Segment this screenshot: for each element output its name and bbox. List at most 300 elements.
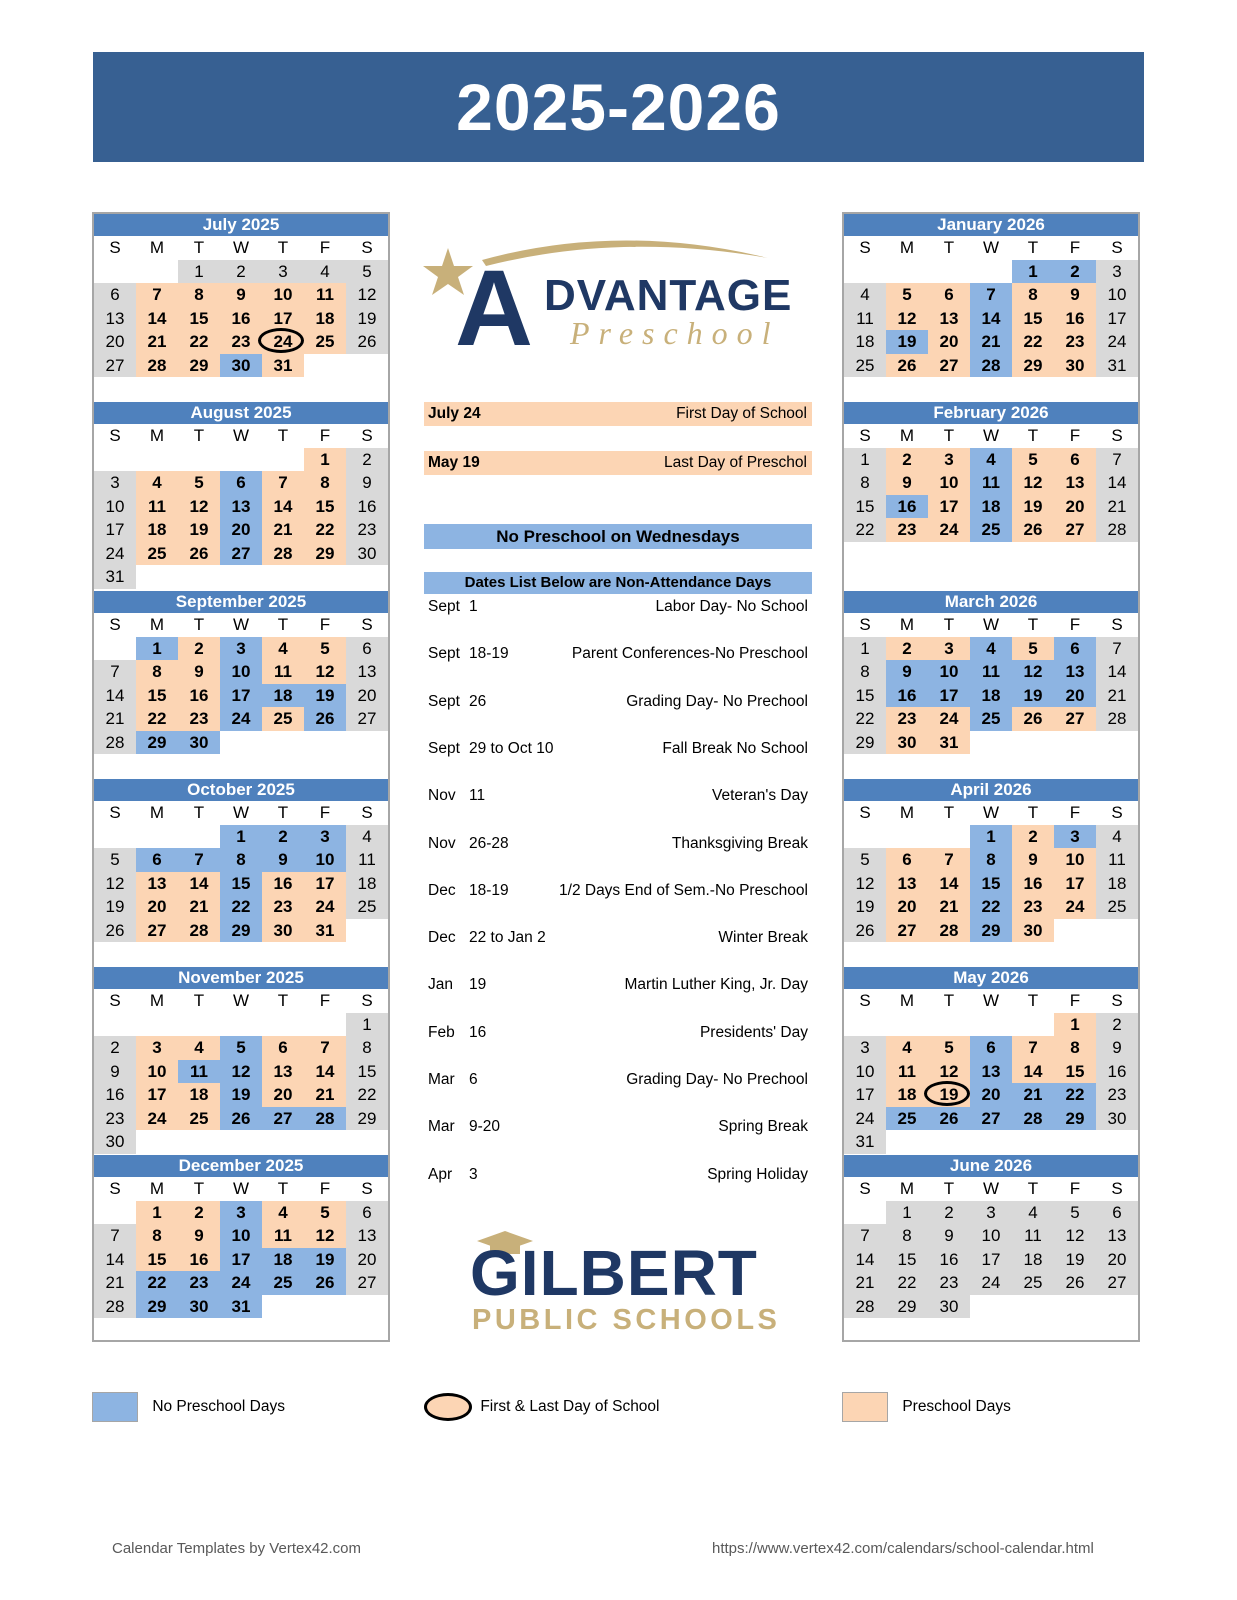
calendar-day: 10 (220, 1224, 262, 1248)
calendar-day: 28 (928, 919, 970, 943)
calendar-day: 25 (262, 1271, 304, 1295)
no-preschool-swatch (92, 1392, 138, 1422)
holiday-row (428, 692, 808, 712)
calendar-day: 9 (1012, 848, 1054, 872)
weekday-label: S (361, 991, 373, 1010)
holiday-name: Parent Conferences-No Preschool (571, 645, 808, 663)
month-grid (844, 801, 1138, 942)
calendar-day: 2 (1054, 260, 1096, 284)
holiday-days: 22 to Jan 2 (469, 929, 546, 947)
weekday-label: S (361, 426, 373, 445)
calendar-day: 22 (220, 895, 262, 919)
calendar-day: 31 (220, 1295, 262, 1319)
weekday-label: F (319, 615, 331, 634)
calendar-day: 24 (220, 1271, 262, 1295)
calendar-day: 15 (304, 495, 346, 519)
calendar-day: 4 (1012, 1201, 1054, 1225)
calendar-day: 31 (928, 731, 970, 755)
month-grid (94, 801, 388, 942)
calendar-day: 25 (970, 518, 1012, 542)
calendar-day: 6 (346, 1201, 388, 1225)
weekday-label: T (1027, 991, 1039, 1010)
calendar-day: 9 (928, 1224, 970, 1248)
calendar-day: 7 (94, 1224, 136, 1248)
weekday-label: T (1027, 803, 1039, 822)
key-date-label: Last Day of Preschol (663, 454, 807, 471)
holiday-month: Apr (428, 1165, 453, 1183)
weekday-label: M (899, 991, 915, 1010)
weekday-label: F (1069, 1179, 1081, 1198)
weekday-label: M (899, 426, 915, 445)
calendar-day: 26 (886, 354, 928, 378)
calendar-day: 28 (304, 1107, 346, 1131)
calendar-day: 1 (844, 448, 886, 472)
calendar-day: 1 (304, 448, 346, 472)
calendar-day: 15 (970, 872, 1012, 896)
calendar-day: 13 (262, 1060, 304, 1084)
calendar-day: 8 (304, 471, 346, 495)
calendar-day: 14 (844, 1248, 886, 1272)
calendar-day: 30 (262, 919, 304, 943)
holiday-row (428, 644, 808, 664)
weekday-label: S (859, 991, 871, 1010)
calendar-day: 3 (1054, 825, 1096, 849)
calendar-day: 20 (136, 895, 178, 919)
calendar-day: 9 (886, 471, 928, 495)
calendar-day: 30 (1096, 1107, 1138, 1131)
calendar-day: 11 (844, 307, 886, 331)
weekday-label: F (319, 803, 331, 822)
holiday-month: Sept (428, 739, 460, 757)
calendar-day: 9 (220, 283, 262, 307)
calendar-day: 25 (1096, 895, 1138, 919)
calendar-day: 24 (94, 542, 136, 566)
calendar-day: 6 (220, 471, 262, 495)
holiday-month: Mar (428, 1071, 455, 1088)
calendar-day: 22 (304, 518, 346, 542)
calendar-day: 8 (136, 660, 178, 684)
calendar-day: 18 (262, 1248, 304, 1272)
key-date: May 19 (428, 454, 480, 471)
month-grid (844, 236, 1138, 377)
calendar-day: 11 (1012, 1224, 1054, 1248)
weekday-label: T (943, 1179, 955, 1198)
calendar-day: 23 (220, 330, 262, 354)
calendar-day: 26 (928, 1107, 970, 1131)
weekday-label: T (943, 991, 955, 1010)
calendar-day: 30 (178, 731, 220, 755)
calendar-day: 13 (346, 1224, 388, 1248)
weekday-label: M (149, 615, 165, 634)
holiday-row (428, 739, 808, 759)
weekday-label: S (361, 803, 373, 822)
calendar-day: 19 (220, 1083, 262, 1107)
calendar-day: 12 (886, 307, 928, 331)
calendar-day: 26 (1054, 1271, 1096, 1295)
calendar-day: 20 (346, 684, 388, 708)
calendar-day: 19 (346, 307, 388, 331)
calendar-day: 20 (1054, 684, 1096, 708)
footer-url[interactable]: https://www.vertex42.com/calendars/school-calendar.html (712, 1540, 1094, 1557)
weekday-label: W (232, 1179, 250, 1198)
calendar-day: 17 (220, 1248, 262, 1272)
calendar-day: 15 (1012, 307, 1054, 331)
calendar-day: 24 (262, 330, 304, 354)
weekday-label: S (109, 803, 121, 822)
weekday-label: T (193, 238, 205, 257)
calendar-day: 20 (220, 518, 262, 542)
calendar-day: 30 (178, 1295, 220, 1319)
weekday-label: T (277, 426, 289, 445)
calendar-column-left (92, 212, 390, 1342)
calendar-day: 4 (886, 1036, 928, 1060)
calendar-day: 4 (346, 825, 388, 849)
empty-day (94, 825, 136, 849)
holiday-name: Veteran's Day (711, 787, 808, 805)
holiday-name: Labor Day- No School (655, 598, 808, 615)
calendar-day: 2 (178, 637, 220, 661)
calendar-day: 19 (1054, 1248, 1096, 1272)
calendar-day: 13 (94, 307, 136, 331)
calendar-day: 20 (262, 1083, 304, 1107)
calendar-day: 28 (1012, 1107, 1054, 1131)
calendar-day: 21 (970, 330, 1012, 354)
calendar-day: 23 (886, 707, 928, 731)
footer-credit: Calendar Templates by Vertex42.com (112, 1540, 362, 1557)
calendar-day: 5 (220, 1036, 262, 1060)
calendar-day: 2 (346, 448, 388, 472)
holiday-row (428, 597, 808, 617)
calendar-day: 8 (178, 283, 220, 307)
holiday-month: Mar (428, 1118, 455, 1136)
calendar-day: 31 (844, 1130, 886, 1154)
calendar-day: 27 (94, 354, 136, 378)
calendar-day: 21 (928, 895, 970, 919)
weekday-label: T (1027, 426, 1039, 445)
calendar-day: 5 (304, 637, 346, 661)
calendar-day: 26 (220, 1107, 262, 1131)
empty-day (178, 825, 220, 849)
holiday-days: 11 (469, 787, 486, 805)
weekday-label: S (109, 426, 121, 445)
calendar-day: 16 (346, 495, 388, 519)
calendar-day: 6 (970, 1036, 1012, 1060)
weekday-label: S (1111, 1179, 1123, 1198)
empty-day (928, 260, 970, 284)
holiday-name: Martin Luther King, Jr. Day (624, 976, 808, 994)
calendar-day: 28 (262, 542, 304, 566)
weekday-label: S (859, 803, 871, 822)
calendar-day: 28 (970, 354, 1012, 378)
calendar-day: 7 (136, 283, 178, 307)
month-title: September 2025 (94, 591, 388, 613)
calendar-day: 7 (94, 660, 136, 684)
calendar-day: 13 (136, 872, 178, 896)
calendar-day: 25 (886, 1107, 928, 1131)
calendar-day: 15 (220, 872, 262, 896)
calendar-day: 8 (220, 848, 262, 872)
calendar-day: 14 (1096, 471, 1138, 495)
month-september-2025 (94, 591, 388, 754)
month-may-2026 (844, 967, 1138, 1154)
calendar-day: 29 (970, 919, 1012, 943)
calendar-day: 17 (928, 495, 970, 519)
month-february-2026 (844, 402, 1138, 542)
calendar-day: 26 (178, 542, 220, 566)
calendar-day: 7 (304, 1036, 346, 1060)
calendar-day: 27 (970, 1107, 1012, 1131)
month-title: May 2026 (844, 967, 1138, 989)
weekday-label: S (361, 238, 373, 257)
calendar-day: 27 (346, 1271, 388, 1295)
calendar-day: 9 (178, 1224, 220, 1248)
calendar-day: 3 (928, 637, 970, 661)
month-july-2025 (94, 214, 388, 377)
month-april-2026 (844, 779, 1138, 942)
calendar-day: 14 (304, 1060, 346, 1084)
empty-day (178, 1013, 220, 1037)
calendar-day: 5 (1012, 637, 1054, 661)
weekday-label: S (109, 615, 121, 634)
weekday-label: T (277, 1179, 289, 1198)
calendar-day: 24 (1096, 330, 1138, 354)
weekday-label: W (232, 238, 250, 257)
calendar-day: 3 (262, 260, 304, 284)
calendar-day: 19 (886, 330, 928, 354)
calendar-day: 25 (1012, 1271, 1054, 1295)
calendar-day: 16 (1054, 307, 1096, 331)
month-grid (94, 613, 388, 754)
weekday-label: W (982, 238, 1000, 257)
holiday-row (428, 1165, 808, 1185)
empty-day (262, 448, 304, 472)
calendar-day: 3 (970, 1201, 1012, 1225)
holiday-days: 16 (469, 1023, 487, 1041)
holiday-month: Nov (428, 834, 456, 852)
holiday-name: Fall Break No School (662, 739, 808, 757)
calendar-day: 3 (136, 1036, 178, 1060)
calendar-day: 17 (970, 1248, 1012, 1272)
holiday-name: Thanksgiving Break (671, 834, 808, 852)
month-title: December 2025 (94, 1155, 388, 1177)
weekday-label: M (149, 991, 165, 1010)
empty-day (304, 1013, 346, 1037)
month-title: August 2025 (94, 402, 388, 424)
calendar-day: 5 (844, 848, 886, 872)
calendar-day: 26 (304, 707, 346, 731)
weekday-label: T (193, 426, 205, 445)
calendar-day: 6 (346, 637, 388, 661)
calendar-day: 7 (262, 471, 304, 495)
calendar-day: 24 (136, 1107, 178, 1131)
advantage-logo-subtext: Preschool (570, 315, 780, 351)
advantage-logo-text: DVANTAGE (544, 271, 793, 320)
calendar-day: 6 (94, 283, 136, 307)
holiday-days: 9-20 (469, 1118, 501, 1136)
calendar-day: 13 (928, 307, 970, 331)
empty-day (844, 1013, 886, 1037)
weekday-label: F (319, 1179, 331, 1198)
holiday-days: 26 (469, 692, 487, 710)
calendar-day: 14 (1012, 1060, 1054, 1084)
calendar-day: 23 (262, 895, 304, 919)
calendar-day: 28 (1096, 707, 1138, 731)
ring-swatch (424, 1393, 472, 1421)
calendar-day: 21 (94, 707, 136, 731)
calendar-day: 13 (1096, 1224, 1138, 1248)
holiday-name: Presidents' Day (699, 1023, 808, 1041)
calendar-day: 16 (886, 684, 928, 708)
calendar-day: 29 (136, 1295, 178, 1319)
empty-day (970, 1013, 1012, 1037)
holiday-days: 18-19 (469, 645, 509, 663)
month-title: June 2026 (844, 1155, 1138, 1177)
calendar-day: 16 (262, 872, 304, 896)
calendar-day: 17 (136, 1083, 178, 1107)
weekday-label: S (1111, 238, 1123, 257)
calendar-day: 20 (928, 330, 970, 354)
calendar-day: 23 (178, 1271, 220, 1295)
holiday-row (428, 1117, 808, 1137)
calendar-day: 9 (886, 660, 928, 684)
calendar-day: 13 (970, 1060, 1012, 1084)
calendar-day: 7 (1096, 448, 1138, 472)
weekday-label: T (943, 426, 955, 445)
month-november-2025 (94, 967, 388, 1154)
calendar-day: 24 (1054, 895, 1096, 919)
weekday-label: T (193, 1179, 205, 1198)
calendar-day: 22 (1054, 1083, 1096, 1107)
calendar-day: 20 (94, 330, 136, 354)
weekday-label: T (193, 803, 205, 822)
wednesday-notice: No Preschool on Wednesdays (424, 524, 812, 549)
weekday-label: S (109, 991, 121, 1010)
calendar-day: 21 (262, 518, 304, 542)
holiday-row (428, 1023, 808, 1043)
calendar-day: 28 (844, 1295, 886, 1319)
calendar-day: 19 (304, 1248, 346, 1272)
calendar-day: 30 (928, 1295, 970, 1319)
calendar-day: 11 (178, 1060, 220, 1084)
calendar-day: 15 (136, 684, 178, 708)
holiday-days: 18-19 (469, 881, 509, 899)
weekday-label: F (1069, 803, 1081, 822)
weekday-label: W (982, 991, 1000, 1010)
calendar-day: 22 (844, 707, 886, 731)
calendar-day: 7 (928, 848, 970, 872)
calendar-day: 26 (94, 919, 136, 943)
calendar-day: 17 (304, 872, 346, 896)
month-grid (844, 424, 1138, 542)
calendar-day: 15 (844, 495, 886, 519)
calendar-day: 15 (886, 1248, 928, 1272)
month-grid (94, 236, 388, 377)
calendar-day: 29 (1012, 354, 1054, 378)
calendar-day: 31 (1096, 354, 1138, 378)
calendar-day: 2 (886, 448, 928, 472)
calendar-day: 1 (178, 260, 220, 284)
month-december-2025 (94, 1155, 388, 1318)
key-date: July 24 (428, 405, 481, 422)
calendar-day: 15 (1054, 1060, 1096, 1084)
calendar-day: 10 (94, 495, 136, 519)
weekday-label: W (232, 803, 250, 822)
calendar-day: 19 (1012, 495, 1054, 519)
empty-day (844, 825, 886, 849)
calendar-day: 6 (136, 848, 178, 872)
calendar-day: 28 (1096, 518, 1138, 542)
month-title: October 2025 (94, 779, 388, 801)
calendar-day: 12 (220, 1060, 262, 1084)
calendar-day: 29 (220, 919, 262, 943)
calendar-day: 9 (1054, 283, 1096, 307)
calendar-day: 27 (220, 542, 262, 566)
calendar-day: 11 (1096, 848, 1138, 872)
empty-day (178, 448, 220, 472)
calendar-day: 22 (844, 518, 886, 542)
calendar-day: 11 (970, 660, 1012, 684)
calendar-day: 23 (886, 518, 928, 542)
legend-preschool (842, 1392, 1011, 1422)
calendar-day: 4 (304, 260, 346, 284)
calendar-day: 3 (844, 1036, 886, 1060)
calendar-day: 2 (1096, 1013, 1138, 1037)
calendar-day: 17 (94, 518, 136, 542)
calendar-day: 21 (844, 1271, 886, 1295)
weekday-label: T (943, 615, 955, 634)
month-grid (94, 989, 388, 1154)
calendar-day: 26 (304, 1271, 346, 1295)
non-attendance-header: Dates List Below are Non-Attendance Days (424, 572, 812, 594)
calendar-day: 6 (1096, 1201, 1138, 1225)
weekday-label: S (109, 238, 121, 257)
calendar-day: 17 (1096, 307, 1138, 331)
month-january-2026 (844, 214, 1138, 377)
calendar-day: 15 (178, 307, 220, 331)
advantage-preschool-logo (420, 230, 810, 368)
calendar-day: 10 (304, 848, 346, 872)
calendar-day: 18 (844, 330, 886, 354)
calendar-day: 22 (1012, 330, 1054, 354)
holiday-month: Jan (428, 976, 453, 994)
calendar-day: 11 (970, 471, 1012, 495)
weekday-label: T (1027, 615, 1039, 634)
weekday-label: M (899, 803, 915, 822)
weekday-label: T (193, 991, 205, 1010)
calendar-day: 4 (178, 1036, 220, 1060)
calendar-day: 10 (970, 1224, 1012, 1248)
calendar-day: 29 (136, 731, 178, 755)
weekday-label: F (319, 238, 331, 257)
gilbert-logo-text: GILBERT (470, 1237, 758, 1309)
calendar-day: 14 (262, 495, 304, 519)
holiday-days: 19 (469, 976, 487, 994)
weekday-label: F (1069, 426, 1081, 445)
holiday-month: Nov (428, 787, 456, 805)
holiday-days: 3 (469, 1165, 478, 1183)
weekday-label: M (149, 238, 165, 257)
calendar-day: 2 (178, 1201, 220, 1225)
calendar-day: 16 (94, 1083, 136, 1107)
weekday-label: S (1111, 803, 1123, 822)
weekday-label: S (859, 426, 871, 445)
holiday-month: Sept (428, 598, 460, 615)
calendar-day: 29 (178, 354, 220, 378)
calendar-day: 10 (262, 283, 304, 307)
calendar-day: 11 (262, 660, 304, 684)
holiday-row (428, 1070, 808, 1090)
calendar-day: 18 (304, 307, 346, 331)
